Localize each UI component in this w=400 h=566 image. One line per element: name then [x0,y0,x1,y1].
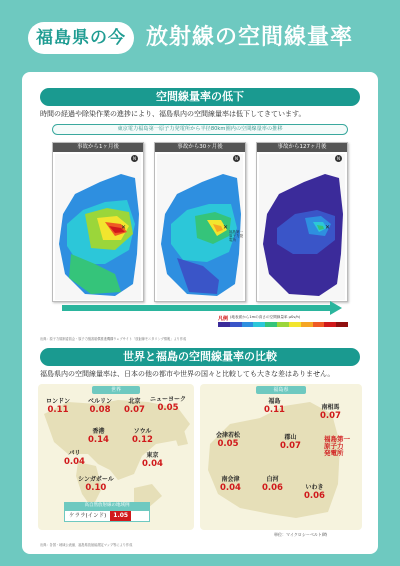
legend-swatch [218,322,230,327]
city-name: パリ [68,450,81,457]
world-tag: 世界 [92,386,140,394]
city-aizuwakamatsu [216,432,240,449]
city-berlin [88,398,112,415]
city-name: シンガポール [78,476,114,483]
section1-subtitle: 東京電力福島第一原子力発電所から半径80km圏内の空間線量率の推移 [52,124,348,135]
city-koriyama [280,434,301,451]
city-name: 北京 [128,398,141,405]
legend-swatch [313,322,325,327]
city-value: 0.08 [89,405,111,415]
city-value: 0.11 [264,405,285,415]
legend-note: (地表面から1mの高さの空間線量率 μSv/h) [230,315,301,319]
city-value: 0.06 [262,483,283,493]
map-panel-1 [52,142,144,302]
section2-title: 世界と福島の空間線量率の比較 [40,348,360,366]
city-name: 会津若松 [216,432,241,439]
city-value: 0.04 [142,459,163,469]
city-name: ベルリン [88,398,113,405]
fukushima-tag: 福島県 [256,386,306,394]
source-note-1: 出典：原子力規制委員会・原子力損害賠償推進機構ウェブサイト「放射線モニタリング情報」より作成 [40,337,187,341]
legend-swatch [253,322,265,327]
city-value: 0.06 [304,491,325,501]
map-image-1 [55,154,141,300]
city-name: 郡山 [284,434,297,441]
city-tokyo [142,452,163,469]
city-minamiaizu [220,476,241,493]
legend-swatch [242,322,254,327]
legend-scale [218,322,348,327]
north-arrow-icon: N [235,156,238,161]
city-singapore [78,476,114,493]
kerala-box [64,502,150,524]
kerala-name: ケララ(インド) [69,513,107,519]
section2-description: 福島県内の空間線量率は、日本の他の都市や世界の国々と比較しても大きな差はありません。 [40,370,335,378]
legend-swatch [324,322,336,327]
city-hong-kong [88,428,109,445]
footer-band [0,556,400,566]
plant-marker-icon: ✕ [223,224,229,231]
map-panel-2 [154,142,246,302]
north-arrow-icon: N [133,156,136,161]
content-card [22,72,378,554]
kerala-value: 1.05 [110,511,131,521]
city-value: 0.12 [132,435,153,445]
legend-swatch [230,322,242,327]
city-name: ロンドン [46,398,71,405]
city-name: ニューヨーク [150,396,187,403]
map-title-3: 事故から127ヶ月後 [257,143,347,152]
city-value: 0.07 [280,441,301,451]
source-note-2: 出典：各国・地域公表値、福島県放射能測定マップ等により作成 [40,543,133,547]
legend-swatch [336,322,348,327]
map-title-1: 事故から1ヶ月後 [53,143,143,152]
city-london [46,398,70,415]
city-name: 福島 [268,398,281,405]
unit-note: 単位：マイクロシーベルト/時 [274,532,328,537]
city-name: 南会津 [221,476,240,483]
city-minamisoma [320,404,341,421]
city-value: 0.04 [64,457,85,467]
city-value: 0.04 [220,483,241,493]
north-arrow-icon: N [337,156,340,161]
kerala-row [64,510,150,522]
city-shirakawa [262,476,283,493]
city-name: ソウル [133,428,152,435]
plant-label: 福島第一原子力発電所 [229,230,243,242]
badge: 福島県の今 [28,22,134,54]
city-name: 南相馬 [321,404,340,411]
legend-swatch [301,322,313,327]
legend-swatch [265,322,277,327]
map-image-2 [157,154,243,300]
city-paris [64,450,85,467]
kerala-head: 高自然放射線の地域例 [64,502,150,510]
section1-description: 時間の経過や除染作業の進捗により、福島県内の空間線量率は低下してきています。 [40,110,306,118]
city-name: 香港 [92,428,105,435]
city-fukushima [264,398,285,415]
city-value: 0.07 [320,411,341,421]
timeline-arrow [62,305,332,311]
city-value: 0.14 [88,435,109,445]
plant-marker-icon: ✕ [325,224,331,231]
legend-label: 凡例 [218,316,229,322]
city-value: 0.11 [47,405,69,415]
city-beijing [124,398,145,415]
header [0,0,400,68]
city-name: 白河 [266,476,279,483]
city-value: 0.10 [85,483,107,493]
city-name: 東京 [146,452,159,459]
city-seoul [132,428,153,445]
city-value: 0.07 [124,405,145,415]
timeline-arrow-head [330,301,342,315]
map-title-2: 事故から30ヶ月後 [155,143,245,152]
city-value: 0.05 [157,403,179,413]
city-value: 0.05 [217,439,239,449]
section1-title: 空間線量率の低下 [40,88,360,106]
map-panel-3 [256,142,348,302]
city-name: いわき [305,484,324,491]
map-image-3 [259,154,345,300]
city-new-york [150,396,186,413]
page-title: 放射線の空間線量率 [146,25,354,50]
city-iwaki [304,484,325,501]
plant-label-red: 福島第一 原子力 発電所 [324,435,350,457]
plant-marker-icon: ✕ [121,224,127,231]
legend-swatch [289,322,301,327]
legend-swatch [277,322,289,327]
fukushima-panel [200,384,362,530]
